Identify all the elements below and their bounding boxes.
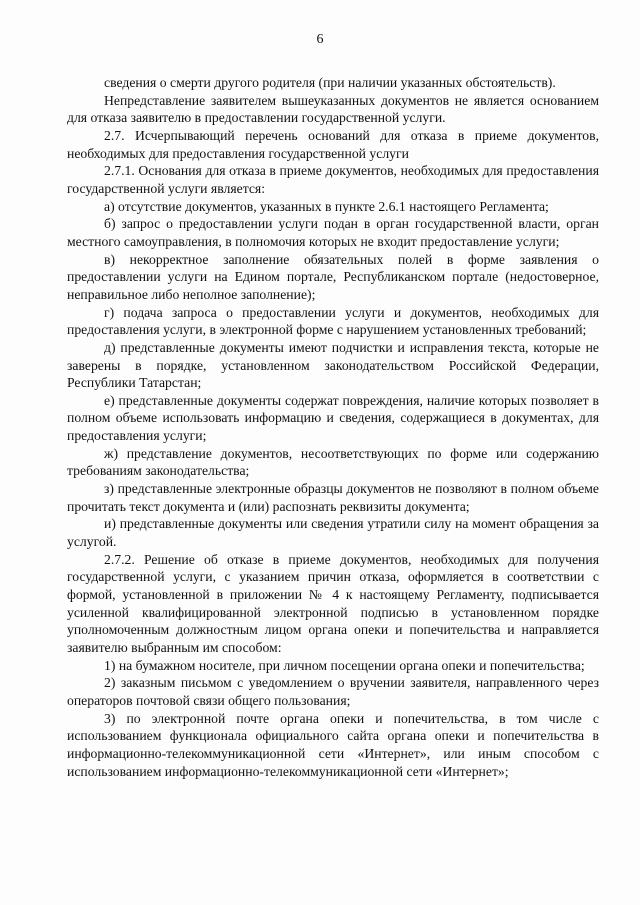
paragraph: а) отсутствие документов, указанных в пункте 2.6.1 настоящего Регламента; — [104, 198, 549, 214]
paragraph: е) представленные документы содержат повреждения, наличие которых позволяет в полном объеме использовать информацию и сведения, содержащиеся в документах, для предоставления услуги; — [67, 392, 599, 444]
paragraph: 2.7.2. Решение об отказе в приеме документов, необходимых для получения государственной услуги, с указанием причин отказа, оформляется в соответствии с формой, установленной в приложении № 4 к настоящему Регламенту, подписывается усиленной квалифицированной электронной подписью в установленном порядке уполномоченным должностным лицом органа опеки и попечительства и направляется заявителю выбранным им способом: — [67, 551, 599, 655]
paragraph: г) подача запроса о предоставлении услуги и документов, необходимых для предоставления услуги, в электронной форме с нарушением установленных требований; — [67, 304, 599, 338]
paragraph: 1) на бумажном носителе, при личном посещении органа опеки и попечительства; — [104, 657, 585, 673]
paragraph: б) запрос о предоставлении услуги подан в орган государственной власти, орган местного самоуправления, в полномочия которых не входит предоставление услуги; — [67, 216, 599, 249]
paragraph: в) некорректное заполнение обязательных полей в форме заявления о предоставлении услуги на Едином портале, Республиканском портале (недостоверное, неправильное либо неполное заполнение); — [67, 251, 599, 302]
paragraph: з) представленные электронные образцы документов не позволяют в полном объеме прочитать текст документа и (или) распознать реквизиты документа; — [67, 481, 599, 514]
document-body — [67, 74, 599, 780]
paragraph: и) представленные документы или сведения утратили силу на момент обращения за услугой. — [67, 516, 599, 550]
paragraph: сведения о смерти другого родителя (при наличии указанных обстоятельств). — [104, 75, 556, 90]
paragraph: ж) представление документов, несоответствующих по форме или содержанию требованиям законодательства; — [67, 445, 599, 479]
page-number: 6 — [316, 32, 324, 47]
paragraph: д) представленные документы имеют подчистки и исправления текста, которые не заверены в порядке, установленном законодательством Российской Федерации, Республики Татарстан; — [67, 339, 599, 391]
paragraph: Непредставление заявителем вышеуказанных документов не является основанием для отказа заявителю в предоставлении государственной услуги. — [67, 92, 599, 126]
paragraph: 2.7.1. Основания для отказа в приеме документов, необходимых для предоставления государственной услуги является: — [67, 163, 599, 196]
paragraph: 3) по электронной почте органа опеки и попечительства, в том числе с использованием функционала официального сайта органа опеки и попечительства в информационно-телекоммуникационной сети «Интернет», или иным способом с использованием информационно-телекоммуникационной сети «Интернет»; — [67, 710, 599, 779]
paragraph: 2.7. Исчерпывающий перечень оснований для отказа в приеме документов, необходимых для предоставления государственной услуги — [67, 127, 599, 161]
paragraph: 2) заказным письмом с уведомлением о вручении заявителя, направленного через операторов почтовой связи общего пользования; — [67, 675, 599, 708]
